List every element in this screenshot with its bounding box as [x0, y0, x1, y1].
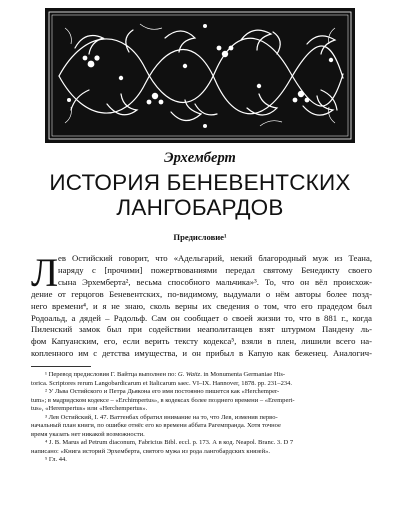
- footnote-continuation: torica. Scriptores rerum Langobardicarum et Italicarum saec. VI–IX. Hannover, 1878. pp. 231–234.: [31, 379, 293, 387]
- body-line: Пиленский замок был при содействии неаполитанцев взят штурмом Пандену ль-: [31, 324, 372, 335]
- body-line: наряду с [прочими] пожертвованиями передал святому Бенедикту своего: [58, 264, 372, 275]
- chapter-title-line-2: ЛАНГОБАРДОВ: [116, 195, 284, 220]
- chapter-title: [0, 170, 400, 220]
- body-line: Родоальд, а дядей – Радольф. Сам он сообщает о своей жизни то, что в 881 г., когда: [31, 312, 372, 323]
- footnote: ³ Лев Остийский, I. 47. Ваттенбах обратил внимание на то, что Лев, изменив перво-: [45, 413, 278, 421]
- footnote: ⁵ Гл. 44.: [45, 456, 67, 463]
- body-line: сына Эрхемберта², весьма способного мальчика»³. То, что он вёл происхож-: [58, 276, 372, 287]
- footnotes: [31, 371, 372, 465]
- footnote: ¹ Перевод предисловия Г. Вайтца выполнен по: G. Waitz. in Monumenta Germaniae His-: [45, 371, 286, 378]
- footnote-continuation: время указать нет никакой возможности.: [31, 430, 145, 438]
- author-name: Эрхемберт: [164, 150, 236, 166]
- chapter-title-line-1: ИСТОРИЯ БЕНЕВЕНТСКИХ: [49, 170, 351, 195]
- body-line: ев Остийский говорит, что «Адельгарий, некий благородный муж из Теана,: [58, 253, 372, 263]
- drop-cap: Л: [31, 250, 59, 295]
- footnote: ² У Льва Остийского и Петра Дьякона его имя постоянно пишется как «Herchemper-: [45, 388, 280, 395]
- body-text: [31, 250, 372, 360]
- footnote-continuation: начальный план книги, по ошибке отнёс его ко времени аббата Рагемпранда. Хотя точное: [31, 422, 281, 429]
- section-heading: Предисловие¹: [173, 232, 227, 242]
- body-line: него времени⁴, и я не знаю, сколь верны их сведения о том, что его прадедом был: [31, 300, 372, 311]
- footnote-continuation: tum»; в мадридском кодексе – «Erchimpertus», в кодексах более позднего времени – «Erempert-: [31, 396, 295, 404]
- body-line: копленного им с детства имущества, и он прибыл в Капую как беженец. Аналогич-: [31, 348, 372, 359]
- footnote-italic-run: G. Waitz: [177, 371, 201, 378]
- footnote: ⁴ J. B. Marus ad Petrum diaconum, Fabricius Bibl. eccl. p. 173. А в код. Neapol. Branc. 3. D 7: [45, 439, 294, 446]
- footnote-continuation: написано: «Книга историй Эрхемберта, святого мужа из рода лангобардских князей».: [31, 447, 271, 455]
- body-line: фом Капуанским, его, если верить тексту кодекса⁵, взяли в плен, лишили всего на-: [31, 336, 372, 347]
- decorative-headpiece-ornament: [45, 8, 355, 143]
- footnote-separator: [31, 366, 91, 367]
- body-line: дение от герцогов Беневентских, по-видимому, выдумали о нём авторы более позд-: [31, 288, 372, 299]
- footnote-continuation: tus», «Herempertus» или «Herchempertus».: [31, 405, 148, 412]
